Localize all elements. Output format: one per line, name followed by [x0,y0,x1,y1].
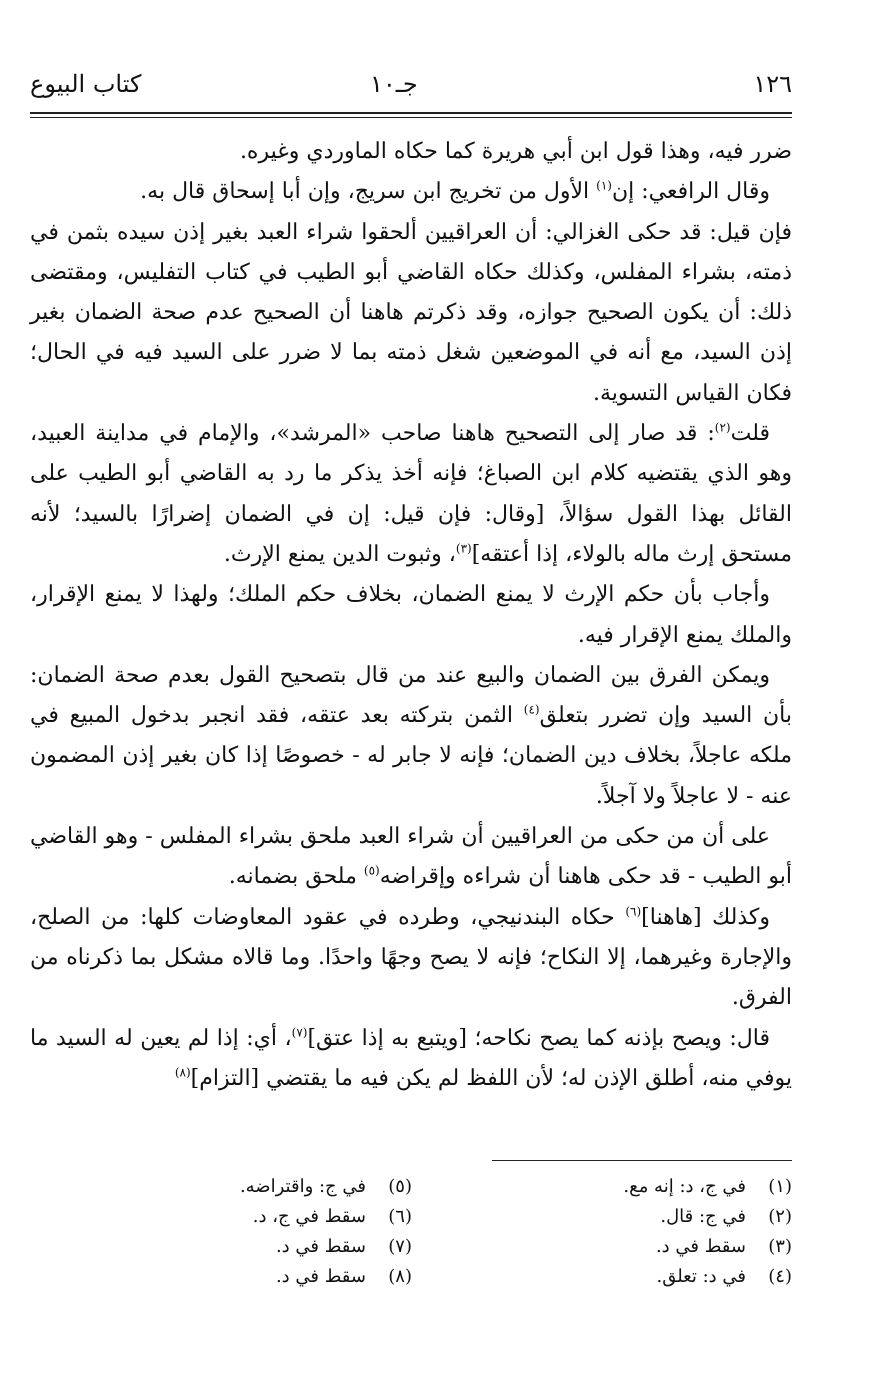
paragraph-text: فإن قيل: قد حكى الغزالي: أن العراقيين ألحقوا شراء العبد بغير إذن سيده بثمن في ذمته، بشراء المفلس، وكذلك حكاه القاضي أبو الطيب في كتاب التفليس، ومقتضى ذلك: أن يكون الصحيح جوازه، وقد ذكرتم هاهنا أن الصحيح عدم صحة الضمان بغير إذن السيد، مع أنه في الموضعين شغل ذمته بما لا ضرر على السيد فيه في الحال؛ فكان القياس التسوية. [30,219,792,406]
paragraph-text: الثمن بتركته بعد عتقه، فقد انجبر بدخول المبيع في ملكه عاجلاً، بخلاف دين الضمان؛ فإنه لا جابر له - خصوصًا إذا كان بغير إذن المضمون عنه - لا عاجلاً ولا آجلاً. [30,703,792,809]
footnote-item [452,1232,792,1262]
footnote-marker: (٥) [363,864,380,879]
footnote-marker: (٢) [714,420,731,435]
footnote-marker: (١) [596,178,612,193]
footnote-text: في ج: قال. [660,1206,746,1227]
footnote-number: (٦) [388,1206,412,1227]
footnote-item [72,1202,412,1232]
paragraph [30,172,792,212]
volume-label: جـ١٠ [370,70,418,98]
paragraph-text: وأجاب بأن حكم الإرث لا يمنع الضمان، بخلاف حكم الملك؛ ولهذا لا يمنع الإقرار، والملك يمنع الإقرار فيه. [30,582,792,648]
paragraph-text: الأول من تخريج ابن سريج، وإن أبا إسحاق قال به. [140,179,597,205]
main-text [30,132,792,1099]
footnotes-column-left [72,1172,412,1292]
footnote-item [72,1262,412,1292]
footnote-text: في ج، د: إنه مع. [623,1176,746,1197]
footnote-text: سقط في د. [655,1236,746,1257]
paragraph [30,817,792,898]
paragraph-text: : قد صار إلى التصحيح هاهنا صاحب «المرشد»، والإمام في مداينة العبيد، وهو الذي يقتضيه كلام ابن الصباغ؛ فإنه أخذ يذكر ما رد به القاضي أبو الطيب على القائل بهذا القول سؤالاً، [وقال: فإن قيل: إن في الضمان إضرارًا بالسيد؛ لأنه مستحق إرث ماله بالولاء، إذا أعتقه] [30,421,792,567]
footnote-number: (٤) [768,1266,792,1287]
paragraph [30,132,792,172]
footnote-number: (٣) [768,1236,792,1257]
paragraph-text: وكذلك [هاهنا] [641,904,770,930]
footnote-text: في ج: واقتراضه. [239,1176,366,1197]
footnote-number: (٥) [388,1176,412,1197]
header-rule [30,112,792,114]
paragraph-text: وقال الرافعي: إن [611,179,770,205]
footnote-item [452,1202,792,1232]
footnote-marker: (٦) [625,904,642,919]
footnote-marker: (٣) [455,541,472,556]
footnote-item [72,1232,412,1262]
paragraph-text: ضرر فيه، وهذا قول ابن أبي هريرة كما حكاه الماوردي وغيره. [239,139,792,164]
footnote-item [452,1172,792,1202]
footnote-text: سقط في د. [275,1236,366,1257]
header-rule-thin [30,117,792,118]
paragraph-text: قال: ويصح بإذنه كما يصح نكاحه؛ [ويتبع به إذا عتق] [307,1025,770,1051]
paragraph-text: على أن من حكى من العراقيين أن شراء العبد ملحق بشراء المفلس - وهو القاضي أبو الطيب - قد حكى هاهنا أن شراءه وإقراضه [30,824,792,890]
paragraph [30,656,792,817]
footnote-item [452,1262,792,1292]
paragraph [30,414,792,575]
footnotes-column-right [452,1172,792,1292]
paragraph-text: قلت [730,421,770,447]
paragraph [30,898,792,1019]
paragraph [30,213,792,414]
footnote-text: في د: تعلق. [656,1266,746,1287]
book-title: كتاب البيوع [30,70,142,98]
footnote-number: (٨) [388,1266,412,1287]
footnote-marker: (٧) [291,1025,308,1040]
footnote-item [72,1172,412,1202]
footnote-number: (٧) [388,1236,412,1257]
paragraph [30,1019,792,1100]
running-header [30,64,792,104]
page-number: ١٢٦ [753,70,792,98]
paragraph-text: ملحق بضمانه. [228,864,364,890]
paragraph-text: ويمكن الفرق بين الضمان والبيع عند من قال بتصحيح القول بعدم صحة الضمان: بأن السيد وإن تضرر بتعلق [30,662,792,729]
footnote-marker: (٤) [523,702,540,717]
paragraph-text: ، أي: إذا لم يعين له السيد ما يوفي منه، أطلق الإذن له؛ لأن اللفظ لم يكن فيه ما يقتضي [التزام] [30,1025,792,1091]
paragraph-text: ، وثبوت الدين يمنع الإرث. [223,541,456,567]
footnote-rule [492,1160,792,1161]
footnote-text: سقط في د. [275,1266,366,1287]
footnote-number: (١) [768,1176,792,1197]
footnote-marker: (٨) [174,1065,191,1080]
paragraph-text: حكاه البندنيجي، وطرده في عقود المعاوضات كلها: من الصلح، والإجارة وغيرهما، إلا النكاح؛ فإنه لا يصح وجهًا واحدًا. وما قالاه مشكل بما ذكرناه من الفرق. [30,904,792,1011]
document-page [30,0,792,1374]
footnote-text: سقط في ج، د. [252,1206,366,1227]
footnote-number: (٢) [768,1206,792,1227]
paragraph [30,575,792,656]
